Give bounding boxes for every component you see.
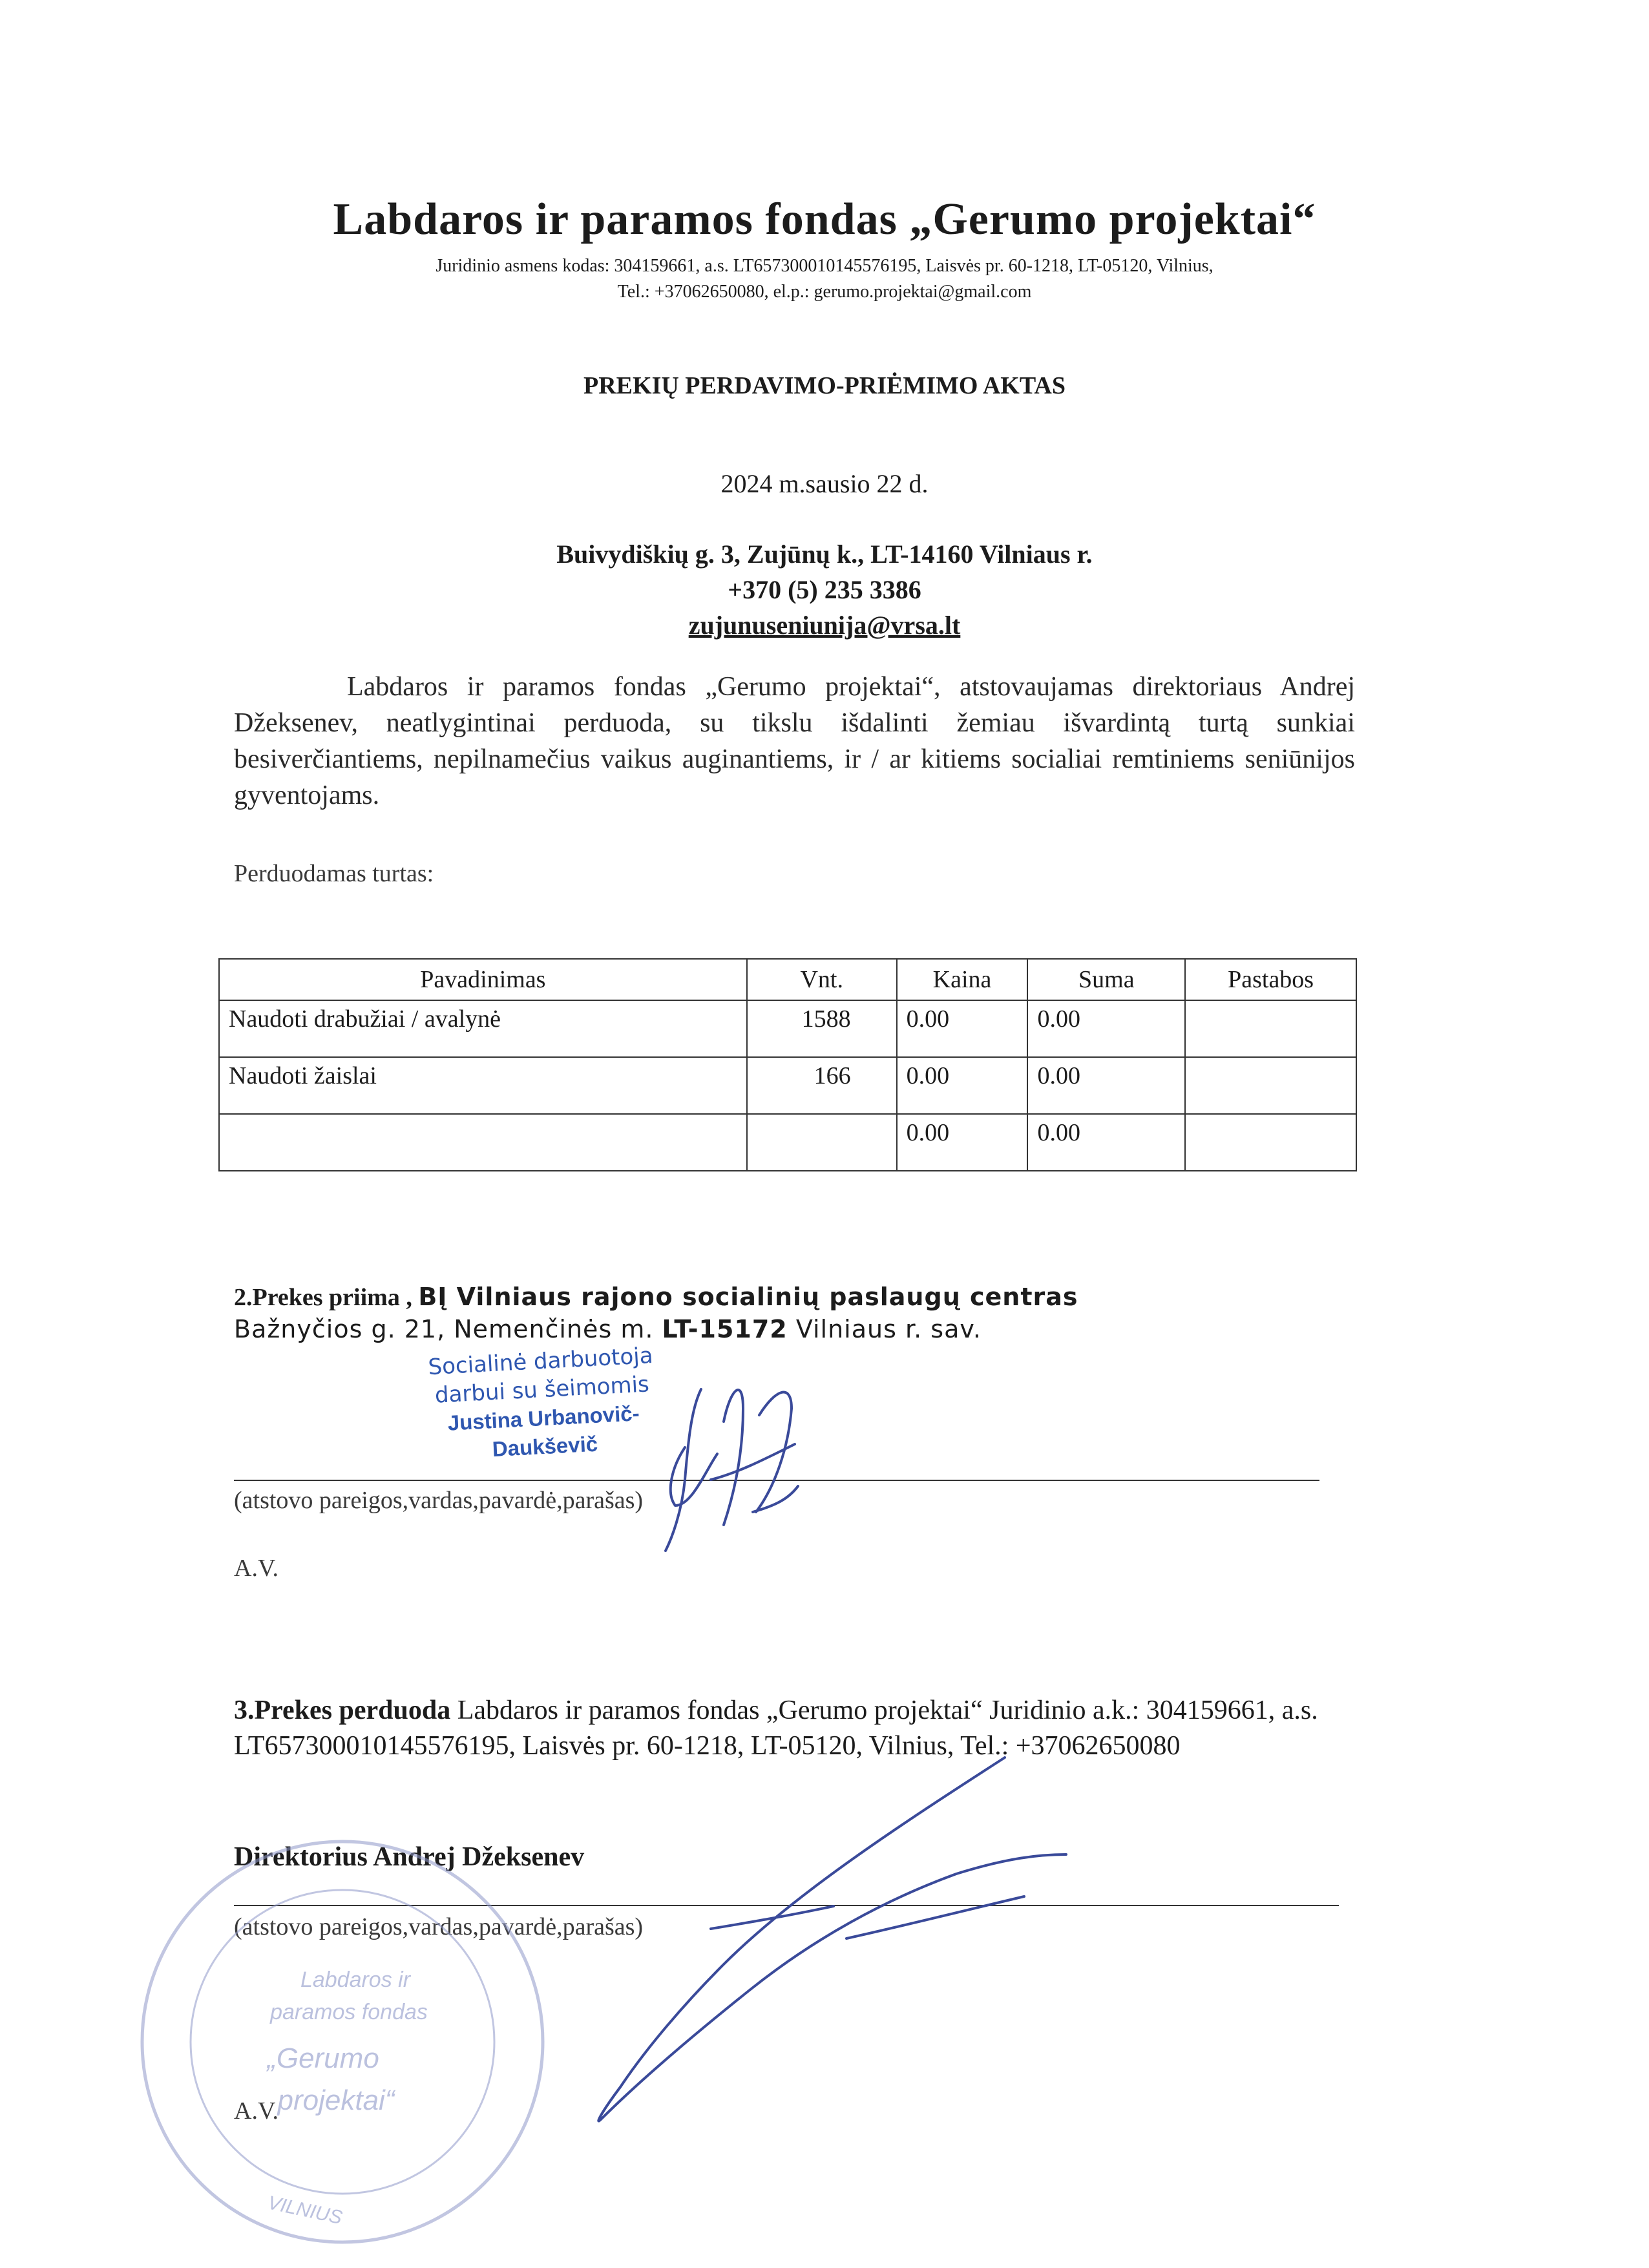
intro-text: Labdaros ir paramos fondas „Gerumo projektai“, atstovaujamas direktoriaus Andrej Džeksenev, neatlygintinai perduoda, su tikslu išdalinti žemiau išvardintą turtą sunkiai besiverčiantiems, nepilnamečius vaikus auginantiems, ir / ar kitiems socialiai remtiniems seniūnijos gyventojams.	[234, 672, 1355, 810]
address-postcode: LT-15172	[662, 1315, 788, 1343]
cell-sum: 0.00	[1027, 1114, 1185, 1171]
recipient-email-link[interactable]: zujunuseniunija@vrsa.lt	[688, 611, 961, 640]
document-date: 2024 m.sausio 22 d.	[720, 469, 929, 498]
seal-text-line: projektai“	[277, 2084, 395, 2116]
organization-details-line-2: Tel.: +37062650080, el.p.: gerumo.projektai@gmail.com	[617, 282, 1032, 302]
cell-price: 0.00	[897, 1057, 1028, 1114]
column-header-sum: Suma	[1027, 959, 1185, 1000]
address-street: Bažnyčios g. 21, Nemenčinės m.	[234, 1315, 662, 1343]
recipient-phone: +370 (5) 235 3386	[728, 575, 921, 604]
receiving-organization: BĮ Vilniaus rajono socialinių paslaugų centras	[418, 1283, 1078, 1311]
transferor-signature	[598, 1758, 1066, 2121]
signature-caption: (atstovo pareigos,vardas,pavardė,parašas)	[234, 1487, 644, 1514]
organization-title: Labdaros ir paramos fondas „Gerumo projektai“	[333, 194, 1316, 244]
assets-label: Perduodamas turtas:	[234, 860, 434, 887]
cell-name: Naudoti drabužiai / avalynė	[219, 1000, 747, 1057]
seal-place-label: A.V.	[234, 1555, 278, 1582]
seal-text-line: „Gerumo	[267, 2042, 379, 2074]
cell-qty: 1588	[747, 1000, 897, 1057]
cell-sum: 0.00	[1027, 1057, 1185, 1114]
seal-ring-text: VILNIUS	[266, 2192, 344, 2229]
column-header-qty: Vnt.	[747, 959, 897, 1000]
receiver-signature	[666, 1389, 798, 1551]
section3-text: Labdaros ir paramos fondas „Gerumo projektai“ Juridinio a.k.: 304159661, a.s. LT657300010145576195, Laisvės pr. 60-1218, LT-05120, Vilnius, Tel.: +37062650080	[234, 1696, 1318, 1761]
cell-price: 0.00	[897, 1114, 1028, 1171]
director-name: Direktorius Andrej Džeksenev	[234, 1842, 585, 1872]
address-municipality: Vilniaus r. sav.	[787, 1315, 982, 1343]
signature-caption: (atstovo pareigos,vardas,pavardė,parašas)	[234, 1913, 644, 1940]
column-header-notes: Pastabos	[1185, 959, 1356, 1000]
section2-label: 2.Prekes priima ,	[234, 1284, 419, 1311]
recipient-street: Buivydiškių g. 3, Zujūnų k., LT-14160 Vilniaus r.	[556, 540, 1093, 569]
seal-text-line: paramos fondas	[270, 2000, 428, 2024]
cell-qty: 166	[747, 1057, 897, 1114]
seal-text-line: Labdaros ir	[300, 1968, 411, 1992]
organization-details-line-1: Juridinio asmens kodas: 304159661, a.s. LT657300010145576195, Laisvės pr. 60-1218, LT-05120, Vilnius,	[436, 256, 1213, 276]
stamp-person-name: Justina Urbanovič-Daukševič	[446, 1401, 640, 1462]
cell-price: 0.00	[897, 1000, 1028, 1057]
stamp-position-line-1: Socialinė darbuotoja	[427, 1343, 654, 1381]
seal-place-label: A.V.	[234, 2097, 278, 2125]
stamp-position-line-2: darbui su šeimomis	[434, 1371, 650, 1409]
column-header-price: Kaina	[897, 959, 1028, 1000]
document-title: PREKIŲ PERDAVIMO-PRIĖMIMO AKTAS	[583, 372, 1066, 399]
section3-label: 3.Prekes perduoda	[234, 1696, 451, 1725]
column-header-name: Pavadinimas	[219, 959, 747, 1000]
cell-sum: 0.00	[1027, 1000, 1185, 1057]
cell-name: Naudoti žaislai	[219, 1057, 747, 1114]
